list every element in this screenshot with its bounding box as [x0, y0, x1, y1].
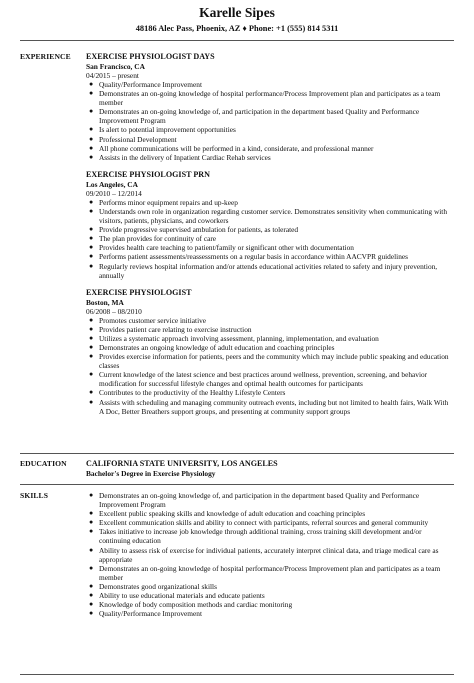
- skill-item: [89, 609, 454, 619]
- bullet-text: Assists with scheduling and managing community outreach events, including but not limited to health fairs, Walk With A Doc, Better Breathers support groups, and presenting at community support groups: [99, 397, 449, 416]
- bullet-item: [89, 397, 454, 416]
- job-location: Los Angeles, CA: [86, 179, 138, 189]
- bullet-text: Quality/Performance Improvement: [99, 80, 202, 89]
- bullet-icon: ●: [89, 252, 94, 261]
- bullet-icon: ●: [89, 107, 94, 116]
- bullet-icon: ●: [89, 333, 94, 342]
- bullet-text: Performs patient assessments/reassessments on a regular basis in accordance within AACVPR guidelines: [99, 252, 408, 262]
- bullet-icon: ●: [89, 527, 94, 536]
- skill-text: Demonstrates good organizational skills: [99, 581, 217, 591]
- job-bullets: [86, 316, 454, 416]
- skills-section: [20, 491, 454, 618]
- bullet-text: Provides patient care relating to exercise instruction: [99, 324, 252, 334]
- bullet-text: Demonstrates an on-going knowledge of, and participation in the department based Quality and Performance Improvement Program: [99, 107, 420, 126]
- bullet-item: [89, 388, 454, 398]
- bullet-item: [89, 243, 454, 253]
- bullet-icon: ●: [89, 234, 94, 243]
- experience-section: [20, 52, 454, 424]
- bullet-text: Provide progressive supervised ambulation for patients, as tolerated: [99, 225, 299, 235]
- bullet-text: Demonstrates an ongoing knowledge of adult education and coaching principles: [99, 342, 335, 352]
- bullet-icon: ●: [89, 352, 94, 361]
- job-title: EXERCISE PHYSIOLOGIST PRN: [86, 169, 210, 179]
- divider-top: [20, 40, 454, 41]
- bullet-item: [89, 89, 454, 108]
- bullet-icon: ●: [89, 591, 94, 600]
- bullet-icon: ●: [89, 397, 94, 406]
- bullet-item: [89, 206, 454, 226]
- contact-line: 48186 Alec Pass, Phoenix, AZ ♦ Phone: +1 (555) 814 5311: [135, 24, 339, 33]
- bullet-icon: ●: [89, 518, 94, 527]
- skill-item: [89, 509, 454, 519]
- bullet-item: [89, 324, 454, 334]
- bullet-icon: ●: [89, 388, 94, 397]
- degree: Bachelor's Degree in Exercise Physiology: [86, 469, 216, 478]
- bullet-icon: ●: [89, 243, 94, 252]
- bullet-item: [89, 370, 454, 389]
- bullet-icon: ●: [89, 197, 94, 206]
- bullet-text: Contributes to the productivity of the Healthy Lifestyle Centers: [99, 388, 286, 398]
- skill-text: Demonstrates an on-going knowledge of hospital performance/Process Improvement plan and participates as a team member: [99, 563, 441, 582]
- bullet-text: Regularly reviews hospital information and/or attends educational activities related to safety and injury prevention, annually: [99, 261, 438, 280]
- skill-item: [89, 527, 454, 546]
- bullet-icon: ●: [89, 545, 94, 554]
- bullet-item: [89, 152, 454, 162]
- bullet-item: [89, 315, 454, 325]
- skill-item: [89, 600, 454, 610]
- bullet-icon: ●: [89, 324, 94, 333]
- bullet-icon: ●: [89, 152, 94, 161]
- bullet-item: [89, 252, 454, 262]
- bullet-text: Promotes customer service initiative: [99, 315, 207, 325]
- bullet-item: [89, 234, 454, 244]
- bullet-item: [89, 125, 454, 135]
- bullet-icon: ●: [89, 134, 94, 143]
- bullet-icon: ●: [89, 315, 94, 324]
- skill-text: Knowledge of body composition methods and cardiac monitoring: [99, 600, 293, 610]
- job-entry: [86, 52, 454, 162]
- bullet-item: [89, 352, 454, 371]
- bullet-text: Utilizes a systematic approach involving assessment, planning, implementation, and evaluation: [99, 333, 379, 343]
- bullet-icon: ●: [89, 609, 94, 618]
- bullet-text: Current knowledge of the latest science and best practices around wellness, prevention, screening, and behavior modification for successful lifestyle changes and optimal health outcomes for participants: [99, 370, 428, 389]
- skill-item: [89, 581, 454, 591]
- bullet-icon: ●: [89, 491, 94, 499]
- skill-item: [89, 491, 454, 510]
- job-dates: 09/2010 – 12/2014: [86, 188, 142, 198]
- skill-text: Quality/Performance Improvement: [99, 609, 202, 619]
- bullet-icon: ●: [89, 563, 94, 572]
- skill-item: [89, 563, 454, 582]
- resume-header: [0, 0, 474, 34]
- skill-item: [89, 591, 454, 601]
- skill-text: Demonstrates an on-going knowledge of, and participation in the department based Quality and Performance Improvement Program: [99, 491, 420, 510]
- skill-item: [89, 518, 454, 528]
- skill-text: Ability to assess risk of exercise for individual patients, accurately interpret clinical data, and triage medical care as appropriate: [99, 545, 439, 564]
- bullet-icon: ●: [89, 89, 94, 98]
- candidate-name: Karelle Sipes: [199, 5, 275, 20]
- bullet-text: Performs minor equipment repairs and up-keep: [99, 197, 238, 207]
- bullet-icon: ●: [89, 370, 94, 379]
- education-body: [86, 459, 454, 478]
- bullet-icon: ●: [89, 143, 94, 152]
- experience-body: [86, 52, 454, 416]
- bullet-item: [89, 261, 454, 280]
- job-title: EXERCISE PHYSIOLOGIST: [86, 287, 192, 297]
- job-location: Boston, MA: [86, 297, 124, 307]
- bullet-text: Understands own role in organization regarding customer service. Demonstrates sensitivity when communicating with visitors, patients, physicians, and coworkers: [99, 206, 447, 226]
- bullet-item: [89, 225, 454, 235]
- bullet-icon: ●: [89, 509, 94, 518]
- skill-item: [89, 545, 454, 564]
- bullet-text: Provides health care teaching to patient/family or significant other with documentation: [99, 243, 354, 253]
- divider-bottom: [20, 674, 454, 675]
- bullet-icon: ●: [89, 225, 94, 234]
- bullet-item: [89, 107, 454, 126]
- bullet-icon: ●: [89, 206, 94, 215]
- job-bullets: [86, 80, 454, 162]
- job-bullets: [86, 198, 454, 280]
- job-title: EXERCISE PHYSIOLOGIST DAYS: [86, 52, 215, 61]
- experience-label: EXPERIENCE: [20, 52, 71, 61]
- skills-list: [86, 491, 454, 618]
- bullet-icon: ●: [89, 80, 94, 88]
- job-entry: [86, 288, 454, 416]
- bullet-icon: ●: [89, 342, 94, 351]
- bullet-item: [89, 342, 454, 352]
- bullet-text: Is alert to potential improvement opportunities: [99, 125, 236, 135]
- job-location: San Francisco, CA: [86, 62, 145, 71]
- job-dates: 04/2015 – present: [86, 71, 139, 80]
- divider-skills: [20, 484, 454, 485]
- skill-text: Ability to use educational materials and educate patients: [99, 591, 265, 601]
- skill-text: Excellent communication skills and ability to connect with participants, referral sources and general community: [99, 518, 429, 528]
- skill-text: Excellent public speaking skills and knowledge of adult education and coaching principles: [99, 509, 366, 519]
- bullet-item: [89, 134, 454, 144]
- bullet-text: The plan provides for continuity of care: [99, 234, 217, 244]
- bullet-text: Assists in the delivery of Inpatient Cardiac Rehab services: [99, 152, 271, 162]
- bullet-text: Provides exercise information for patients, peers and the community which may include public speaking and education classes: [99, 352, 449, 371]
- education-section: [20, 459, 454, 478]
- bullet-item: [89, 143, 454, 153]
- bullet-text: Professional Development: [99, 134, 177, 144]
- bullet-item: [89, 80, 454, 89]
- job-dates: 06/2008 – 08/2010: [86, 306, 142, 316]
- job-entry: [86, 170, 454, 280]
- skills-body: [86, 491, 454, 618]
- skill-text: Takes initiative to increase job knowledge through additional training, cross training skill development and/or continuing education: [99, 527, 422, 546]
- bullet-icon: ●: [89, 261, 94, 270]
- bullet-text: Demonstrates an on-going knowledge of hospital performance/Process Improvement plan and participates as a team member: [99, 89, 441, 108]
- bullet-icon: ●: [89, 125, 94, 134]
- bullet-item: [89, 333, 454, 343]
- bullet-icon: ●: [89, 600, 94, 609]
- bullet-icon: ●: [89, 581, 94, 590]
- divider-education: [20, 453, 454, 454]
- education-label: EDUCATION: [20, 459, 67, 468]
- skills-label: SKILLS: [20, 491, 49, 500]
- school-name: CALIFORNIA STATE UNIVERSITY, LOS ANGELES: [86, 459, 278, 468]
- bullet-item: [89, 197, 454, 207]
- bullet-text: All phone communications will be performed in a kind, considerate, and professional manner: [99, 143, 374, 153]
